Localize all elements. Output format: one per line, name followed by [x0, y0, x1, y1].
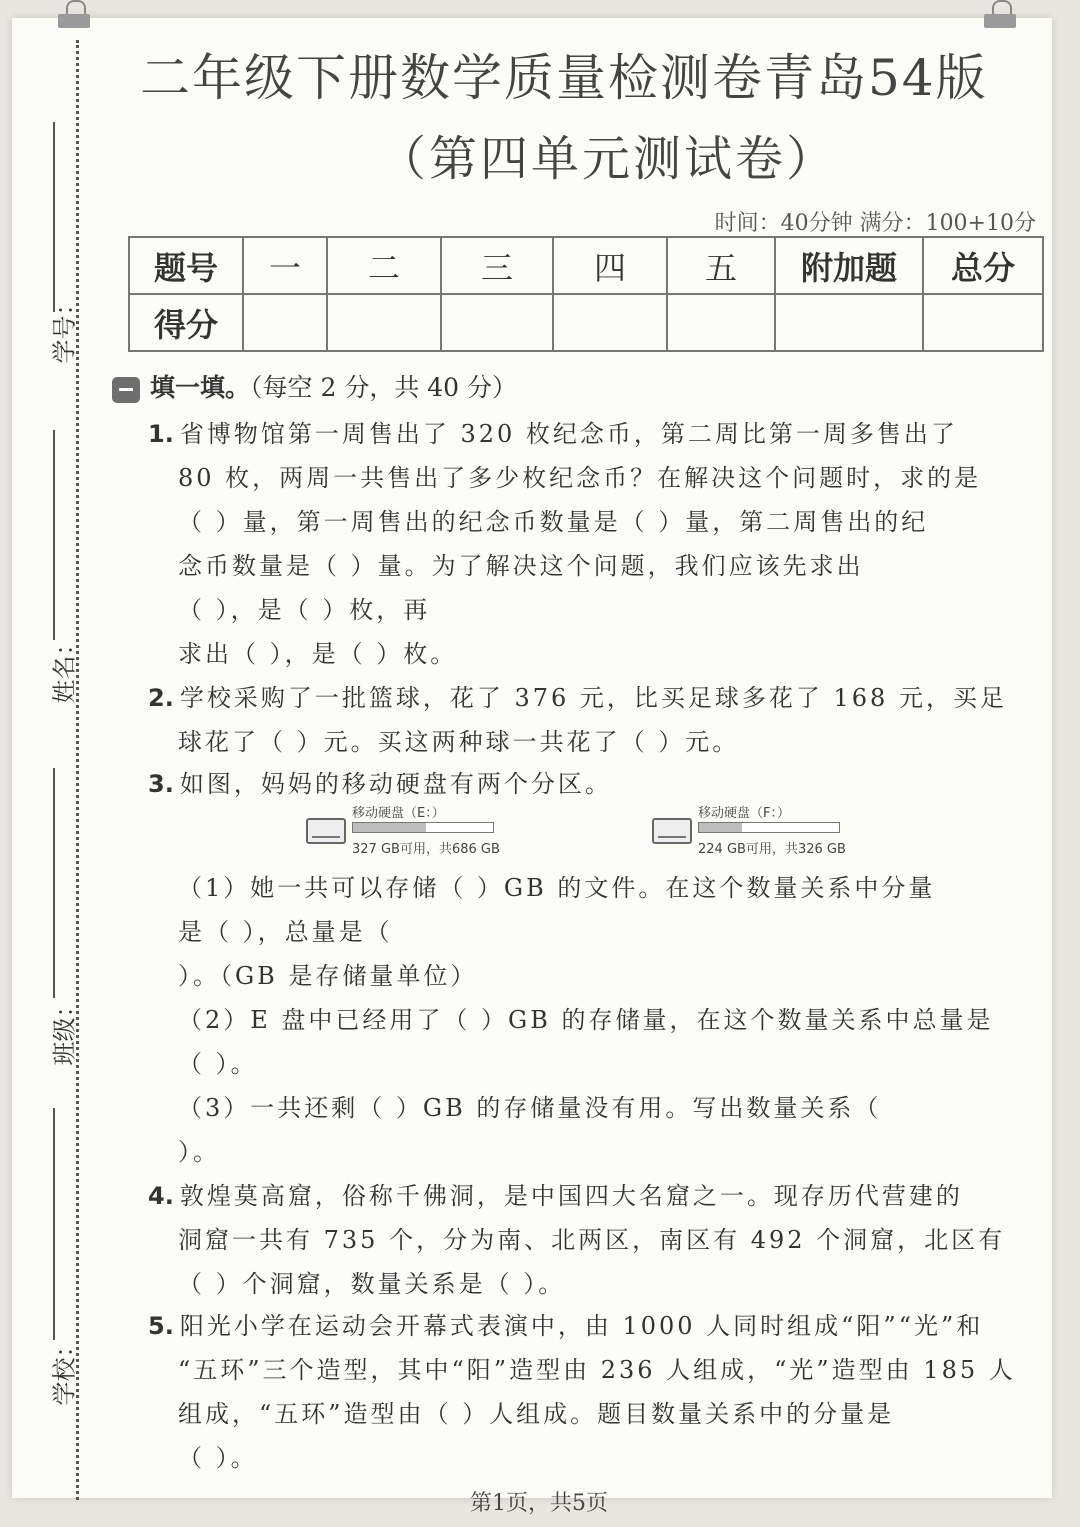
score-row-label: 得分	[129, 294, 243, 351]
question-1-line: （ ），是（ ）枚，再	[178, 596, 431, 624]
question-text: 敦煌莫高窟，俗称千佛洞，是中国四大名窟之一。现存历代营建的	[179, 1182, 963, 1210]
page-title: 二年级下册数学质量检测卷青岛54版	[140, 49, 988, 107]
disk-e-usage-fill	[353, 823, 426, 832]
score-input-cell[interactable]	[667, 294, 775, 351]
page-footer: 第1页，共5页	[470, 1491, 608, 1516]
score-input-cell[interactable]	[441, 294, 553, 351]
question-5-line	[148, 1306, 983, 1341]
school-label: 学校：	[50, 1333, 79, 1406]
question-2-line: 球花了（ ）元。买这两种球一共花了（ ）元。	[178, 728, 740, 756]
score-input-cell[interactable]	[775, 294, 923, 351]
binder-clip-icon	[52, 0, 96, 44]
disk-f-usage-bar	[698, 822, 840, 833]
disk-f-capacity: 224 GB可用，共326 GB	[698, 842, 846, 857]
score-header-cell: 总分	[923, 237, 1043, 294]
score-header-cell: 二	[327, 237, 441, 294]
score-input-cell[interactable]	[327, 294, 441, 351]
disk-e-capacity: 327 GB可用，共686 GB	[352, 842, 500, 857]
score-header-cell: 五	[667, 237, 775, 294]
question-text: 阳光小学在运动会开幕式表演中，由 1000 人同时组成“阳”“光”和	[179, 1312, 984, 1340]
question-3-line: （1）她一共可以存储（ ）GB 的文件。在这个数量关系中分量	[178, 874, 936, 902]
question-5-line: 组成，“五环”造型由（ ）人组成。题目数量关系中的分量是	[178, 1400, 895, 1428]
question-4-line	[148, 1176, 963, 1211]
question-3-line: （ ）。	[178, 1050, 258, 1078]
question-1-line: 念币数量是（ ）量。为了解决这个问题，我们应该先求出	[178, 552, 864, 580]
score-header-cell: 题号	[129, 237, 243, 294]
score-input-cell[interactable]	[553, 294, 667, 351]
student-id-line	[53, 122, 55, 312]
student-id-label: 学号：	[50, 291, 79, 364]
name-line	[53, 430, 55, 640]
score-table	[128, 236, 1044, 352]
hard-drive-icon	[306, 818, 346, 844]
question-4-line: （ ）个洞窟，数量关系是（ ）。	[178, 1270, 566, 1298]
question-1-line: （ ）量，第一周售出的纪念币数量是（ ）量，第二周售出的纪	[178, 508, 929, 536]
score-header-cell: 四	[553, 237, 667, 294]
score-table-score-row	[129, 294, 1043, 351]
question-1-line: 求出（ ），是（ ）枚。	[178, 640, 458, 668]
disk-e-name: 移动硬盘（E：）	[352, 806, 445, 821]
score-header-cell: 附加题	[775, 237, 923, 294]
hard-drive-icon	[652, 818, 692, 844]
section-note: （每空 2 分，共 40 分）	[250, 373, 518, 402]
question-number: 3.	[148, 770, 174, 798]
binding-dotted-line	[76, 40, 79, 1500]
class-line	[53, 768, 55, 998]
question-4-line: 洞窟一共有 735 个，分为南、北两区，南区有 492 个洞窟，北区有	[178, 1226, 1006, 1254]
exam-meta: 时间：40分钟 满分：100+10分	[714, 211, 1036, 236]
question-5-line: （ ）。	[178, 1444, 258, 1472]
question-text: 如图，妈妈的移动硬盘有两个分区。	[179, 770, 612, 798]
question-5-line: “五环”三个造型，其中“阳”造型由 236 人组成，“光”造型由 185 人	[178, 1356, 1016, 1384]
question-text: 学校采购了一批篮球，花了 376 元，比买足球多花了 168 元，买足	[179, 684, 1007, 712]
section-badge-icon	[112, 377, 140, 403]
question-1-line	[148, 414, 958, 449]
score-input-cell[interactable]	[243, 294, 327, 351]
question-3-line: 是（ ），总量是（	[178, 918, 393, 946]
question-text: 省博物馆第一周售出了 320 枚纪念币，第二周比第一周多售出了	[179, 420, 958, 448]
question-number: 1.	[148, 420, 174, 448]
class-label: 班级：	[50, 993, 79, 1066]
question-2-line	[148, 678, 1007, 713]
question-3-line: ）。（GB 是存储量单位）	[178, 962, 478, 990]
question-number: 5.	[148, 1312, 174, 1340]
section-heading	[112, 368, 517, 404]
school-line	[53, 1108, 55, 1340]
name-label: 姓名：	[50, 631, 79, 704]
disk-f-usage-fill	[699, 823, 742, 832]
disk-e-usage-bar	[352, 822, 494, 833]
section-title: 填一填。	[150, 373, 251, 402]
question-3-line: ）。	[178, 1138, 220, 1166]
question-3-line: （3）一共还剩（ ）GB 的存储量没有用。写出数量关系（	[178, 1094, 882, 1122]
question-1-line: 80 枚，两周一共售出了多少枚纪念币？在解决这个问题时，求的是	[178, 464, 982, 492]
score-input-cell[interactable]	[923, 294, 1043, 351]
question-3-line	[148, 764, 612, 799]
page-subtitle: （第四单元测试卷）	[378, 131, 838, 187]
question-number: 4.	[148, 1182, 174, 1210]
question-3-line: （2）E 盘中已经用了（ ）GB 的存储量，在这个数量关系中总量是	[178, 1006, 994, 1034]
score-header-cell: 一	[243, 237, 327, 294]
question-number: 2.	[148, 684, 174, 712]
score-header-cell: 三	[441, 237, 553, 294]
disk-f-name: 移动硬盘（F：）	[698, 806, 790, 821]
score-table-header-row	[129, 237, 1043, 294]
